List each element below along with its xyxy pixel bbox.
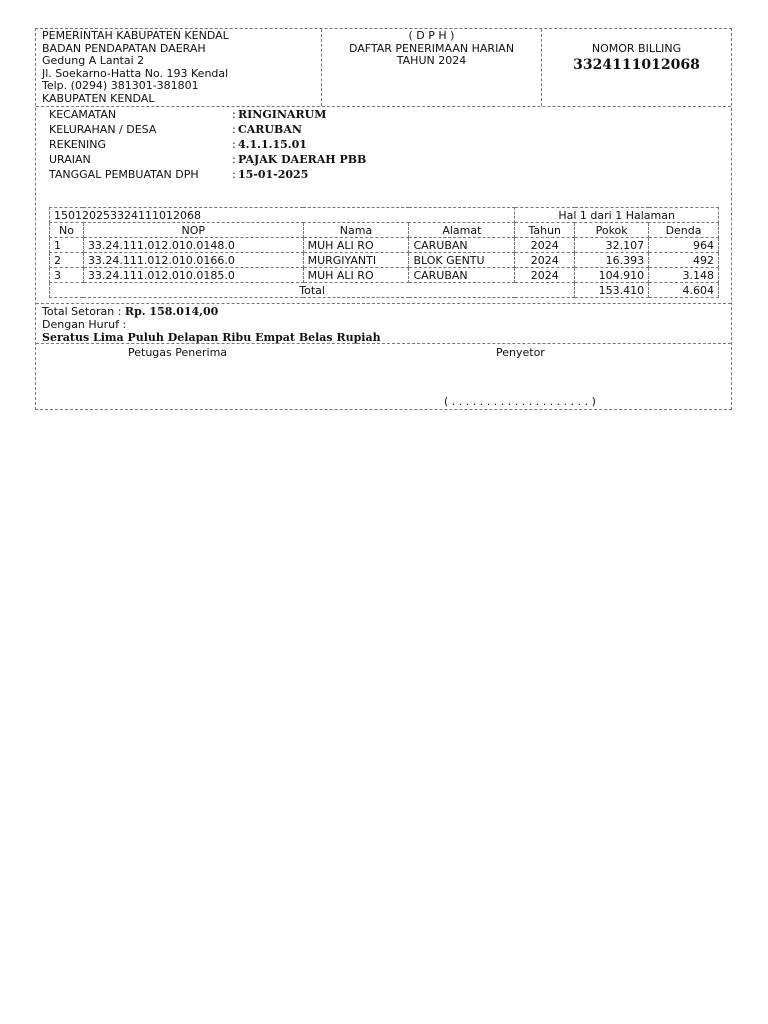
cell-tahun: 2024 bbox=[515, 253, 575, 268]
doc-year: TAHUN 2024 bbox=[396, 54, 467, 68]
column-header: Pokok bbox=[575, 223, 649, 238]
cell-tahun: 2024 bbox=[515, 238, 575, 253]
summary-block bbox=[42, 305, 381, 344]
cell-denda: 964 bbox=[649, 238, 719, 253]
total-setoran-label: Total Setoran : bbox=[42, 305, 122, 318]
cell-no: 1 bbox=[50, 238, 84, 253]
cell-pokok: 16.393 bbox=[575, 253, 649, 268]
info-row-kelurahan bbox=[49, 124, 649, 139]
total-pokok: 153.410 bbox=[575, 283, 649, 298]
column-header: Denda bbox=[649, 223, 719, 238]
info-label: URAIAN bbox=[49, 153, 91, 166]
document-header bbox=[36, 29, 731, 107]
cell-alamat: CARUBAN bbox=[409, 238, 515, 253]
doc-code: ( D P H ) bbox=[408, 29, 455, 42]
info-colon: : bbox=[232, 108, 236, 121]
info-value: CARUBAN bbox=[238, 123, 302, 136]
org-line: KABUPATEN KENDAL bbox=[42, 91, 155, 105]
info-label: REKENING bbox=[49, 138, 106, 151]
cell-alamat: CARUBAN bbox=[409, 268, 515, 283]
section-divider bbox=[36, 343, 731, 344]
info-colon: : bbox=[232, 123, 236, 136]
info-value: PAJAK DAERAH PBB bbox=[238, 153, 367, 166]
table-row bbox=[50, 253, 719, 268]
info-row-tanggal bbox=[49, 169, 649, 195]
cell-no: 3 bbox=[50, 268, 84, 283]
cell-nop: 33.24.111.012.010.0185.0 bbox=[83, 268, 303, 283]
table-row bbox=[50, 268, 719, 283]
org-line: Telp. (0294) 381301-381801 bbox=[42, 79, 199, 93]
info-colon: : bbox=[232, 168, 236, 181]
total-setoran-value: Rp. 158.014,00 bbox=[124, 305, 219, 318]
cell-nama: MURGIYANTI bbox=[303, 253, 409, 268]
doc-title: DAFTAR PENERIMAAN HARIAN bbox=[348, 41, 515, 55]
words-value: Seratus Lima Puluh Delapan Ribu Empat Belas Rupiah bbox=[42, 331, 381, 344]
cell-pokok: 32.107 bbox=[575, 238, 649, 253]
table-header-row bbox=[50, 223, 719, 238]
words-label: Dengan Huruf : bbox=[42, 318, 127, 331]
receiver-signature-label: Petugas Penerima bbox=[128, 346, 228, 359]
info-label: KELURAHAN / DESA bbox=[49, 123, 157, 136]
cell-nama: MUH ALI RO bbox=[303, 238, 409, 253]
cell-no: 2 bbox=[50, 253, 84, 268]
cell-nop: 33.24.111.012.010.0148.0 bbox=[83, 238, 303, 253]
info-label: TANGGAL PEMBUATAN DPH bbox=[49, 168, 199, 181]
info-value: 15-01-2025 bbox=[238, 168, 309, 181]
cell-nop: 33.24.111.012.010.0166.0 bbox=[83, 253, 303, 268]
cell-denda: 492 bbox=[649, 253, 719, 268]
table-total-row bbox=[50, 283, 719, 298]
cell-nama: MUH ALI RO bbox=[303, 268, 409, 283]
cell-denda: 3.148 bbox=[649, 268, 719, 283]
info-block bbox=[49, 109, 649, 195]
column-header: No bbox=[50, 223, 84, 238]
reference-code: 150120253324111012068 bbox=[50, 208, 515, 223]
payment-table bbox=[49, 207, 719, 298]
dph-document bbox=[35, 28, 732, 410]
column-header: NOP bbox=[83, 223, 303, 238]
org-line: BADAN PENDAPATAN DAERAH bbox=[42, 41, 206, 55]
column-header: Tahun bbox=[515, 223, 575, 238]
organization-block bbox=[42, 30, 322, 106]
info-value: 4.1.1.15.01 bbox=[238, 138, 307, 151]
page-info: Hal 1 dari 1 Halaman bbox=[515, 208, 719, 223]
document-title-block bbox=[322, 30, 541, 68]
billing-block bbox=[542, 42, 731, 73]
cell-alamat: BLOK GENTU bbox=[409, 253, 515, 268]
cell-tahun: 2024 bbox=[515, 268, 575, 283]
total-setoran-line bbox=[42, 305, 381, 318]
section-divider bbox=[36, 303, 731, 304]
total-label: Total bbox=[50, 283, 575, 298]
info-row-rekening bbox=[49, 139, 649, 154]
info-row-kecamatan bbox=[49, 109, 649, 124]
cell-pokok: 104.910 bbox=[575, 268, 649, 283]
table-meta-row bbox=[50, 208, 719, 223]
total-denda: 4.604 bbox=[649, 283, 719, 298]
column-header: Nama bbox=[303, 223, 409, 238]
org-line: Jl. Soekarno-Hatta No. 193 Kendal bbox=[42, 66, 229, 80]
table-row bbox=[50, 238, 719, 253]
info-label: KECAMATAN bbox=[49, 108, 117, 121]
payer-signature-blank: ( . . . . . . . . . . . . . . . . . . . . ) bbox=[444, 395, 596, 408]
billing-number: 3324111012068 bbox=[573, 57, 700, 73]
column-header: Alamat bbox=[409, 223, 515, 238]
info-row-uraian bbox=[49, 154, 649, 169]
info-value: RINGINARUM bbox=[238, 108, 327, 121]
info-colon: : bbox=[232, 153, 236, 166]
payer-signature-label: Penyetor bbox=[496, 346, 545, 359]
info-colon: : bbox=[232, 138, 236, 151]
org-line: PEMERINTAH KABUPATEN KENDAL bbox=[42, 29, 229, 42]
billing-label: NOMOR BILLING bbox=[591, 42, 682, 55]
org-line: Gedung A Lantai 2 bbox=[42, 54, 145, 68]
